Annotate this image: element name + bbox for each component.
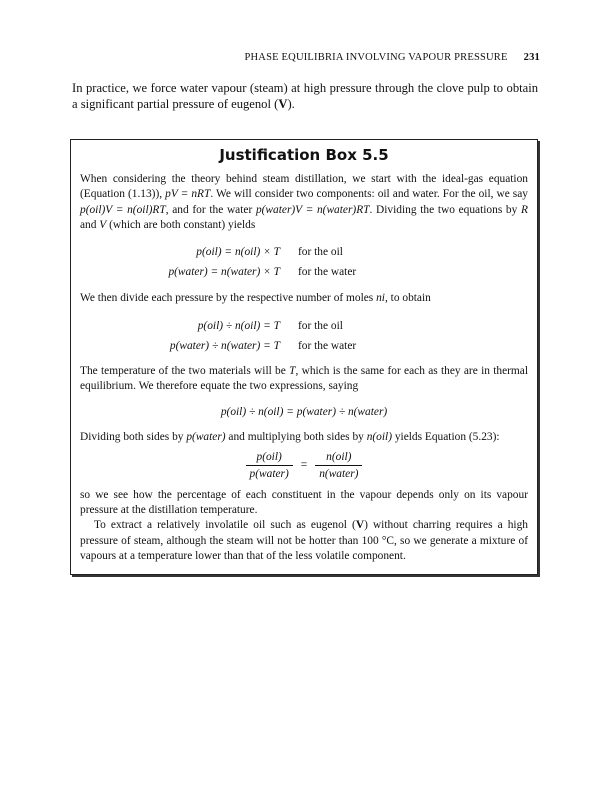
denominator: n(water) — [319, 468, 359, 481]
box-paragraph-1 — [80, 172, 528, 233]
text: We then divide each pressure by the respective number of moles — [80, 292, 377, 305]
equation: p(water) ÷ n(water) = T — [169, 339, 280, 352]
equation-label: for the oil — [298, 246, 343, 259]
intro-paragraph — [72, 80, 538, 112]
box-title: Justification Box 5.5 — [219, 146, 389, 164]
equation: p(oil) ÷ n(oil) = p(water) ÷ n(water) — [220, 405, 388, 418]
equation-row — [80, 336, 528, 356]
denominator: p(water) — [249, 468, 289, 481]
equation-row — [80, 243, 528, 263]
fraction-moles — [315, 449, 362, 482]
equals-sign: = — [300, 458, 308, 471]
text: . Dividing the two equations by — [369, 203, 522, 216]
equating-equation — [80, 405, 528, 420]
text: The temperature of the two materials will be — [80, 365, 290, 378]
text: When considering the theory behind steam distillation, we start with the ideal-gas equation (Equation (1.13)), — [80, 173, 528, 201]
text: and — [80, 218, 100, 231]
symbol-ni: ni — [376, 292, 385, 305]
box-paragraph-3 — [80, 364, 528, 394]
symbol-n-oil: n(oil) — [366, 430, 392, 443]
equation-label: for the water — [298, 266, 357, 279]
symbol-p-water: p(water) — [186, 430, 226, 443]
equation-5-23 — [80, 449, 528, 482]
equation-row — [80, 316, 528, 336]
oil-equation: p(oil)V = n(oil)RT — [80, 203, 166, 216]
intro-compound-label: V — [278, 97, 288, 111]
equation-label: for the oil — [298, 319, 343, 332]
equation-math — [80, 339, 298, 354]
symbol-r: R — [521, 203, 528, 216]
compound-label: V — [355, 519, 365, 532]
text: , to obtain — [384, 292, 431, 305]
water-equation: p(water)V = n(water)RT — [255, 203, 370, 216]
intro-text: In practice, we force water vapour (steam) at high pressure through the clove pulp to obtain a significant partial pressure of eugenol ( — [72, 81, 538, 111]
running-title: PHASE EQUILIBRIA INVOLVING VAPOUR PRESSURE — [244, 52, 508, 63]
page-number: 231 — [523, 52, 540, 63]
symbol-t: T — [289, 365, 296, 378]
ideal-gas-equation: pV = nRT — [165, 188, 211, 201]
equation: p(oil) ÷ n(oil) = T — [197, 319, 280, 332]
equation-math — [80, 319, 298, 334]
temperature-value: 100 °C — [361, 534, 395, 547]
text: To extract a relatively involatile oil such as eugenol ( — [94, 519, 356, 532]
equation: p(oil) = n(oil) × T — [196, 246, 280, 259]
equation-row — [80, 263, 528, 283]
text: (which are both constant) yields — [106, 218, 256, 231]
text: Dividing both sides by — [80, 430, 187, 443]
symbol-v: V — [99, 218, 107, 231]
text: , which is the same for each as they are in thermal equilibrium. We therefore equate the two expressions, saying — [80, 365, 528, 393]
running-head — [72, 52, 540, 63]
box-paragraph-2 — [80, 291, 528, 306]
text: ) without charring requires a high pressure of steam, although the steam will not be hotter than — [80, 519, 528, 547]
equation: p(water) = n(water) × T — [168, 266, 280, 279]
text: yields Equation (5.23): — [392, 430, 500, 443]
intro-text-end: ). — [287, 97, 295, 111]
equation-math — [80, 265, 298, 280]
equation-set-2 — [80, 316, 528, 356]
box-paragraph-4 — [80, 430, 528, 445]
text: , and for the water — [165, 203, 256, 216]
numerator: p(oil) — [256, 451, 282, 464]
text: . We will consider two components: oil and water. For the oil, we say — [210, 188, 528, 201]
box-paragraph-6 — [80, 518, 528, 564]
justification-box — [70, 139, 538, 575]
text: and multiplying both sides by — [225, 430, 367, 443]
fraction-pressure — [246, 449, 293, 482]
numerator: n(oil) — [326, 451, 352, 464]
equation-math — [80, 245, 298, 260]
equation-set-1 — [80, 243, 528, 283]
equation-label: for the water — [298, 339, 357, 352]
text: , so we generate a mixture of vapours at a temperature lower than that of the less volatile component. — [80, 534, 528, 562]
box-paragraph-5: so we see how the percentage of each constituent in the vapour depends only on its vapour pressure at the distillation temperature. — [80, 489, 528, 517]
